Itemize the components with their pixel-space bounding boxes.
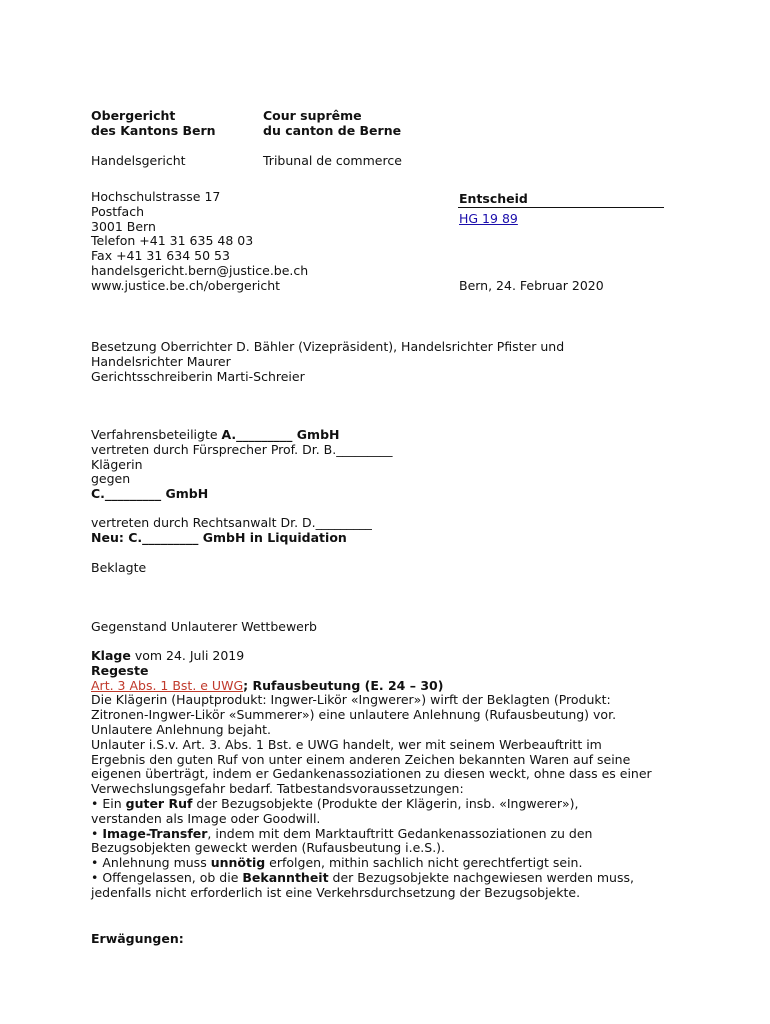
bullet-3-line-1: • Anlehnung muss unnötig erfolgen, mithin sachlich nicht gerechtfertigt sein. — [91, 855, 583, 871]
court-address — [91, 190, 391, 294]
decision-date: Bern, 24. Februar 2020 — [459, 278, 604, 293]
bullet-2-line-1: • Image-Transfer, indem mit dem Marktauftritt Gedankenassoziationen zu den — [91, 825, 593, 841]
address-postfach: Postfach — [91, 203, 145, 219]
division-fr: Tribunal de commerce — [263, 153, 402, 168]
defendant-section — [91, 516, 691, 546]
address-city: 3001 Bern — [91, 218, 156, 234]
regeste-topic: ; Rufausbeutung (E. 24 – 30) — [243, 677, 444, 693]
regeste-heading: Regeste — [91, 662, 149, 678]
besetzung-line-3: Gerichtsschreiberin Marti-Schreier — [91, 368, 305, 384]
parties-plaintiff-line — [91, 428, 691, 443]
bullet-1-line-2: verstanden als Image oder Goodwill. — [91, 810, 321, 826]
address-website: www.justice.be.ch/obergericht — [91, 277, 281, 293]
regeste-section — [91, 649, 711, 901]
defendant-name: C._________ GmbH — [91, 486, 209, 502]
address-email: handelsgericht.bern@justice.be.ch — [91, 262, 309, 278]
decision-number-link[interactable]: HG 19 89 — [459, 211, 518, 226]
klage-date: vom 24. Juli 2019 — [130, 648, 245, 663]
decision-title: Entscheid — [459, 191, 528, 206]
bullet-4-line-1: • Offengelassen, ob die Bekanntheit der Bezugsobjekte nachgewiesen werden muss, — [91, 869, 634, 885]
decision-title-rule — [458, 207, 664, 208]
plaintiff-role: Klägerin — [91, 456, 143, 472]
bullet-4-line-2: jedenfalls nicht erforderlich ist eine Verkehrsdurchsetzung der Bezugsobjekte. — [91, 884, 581, 900]
besetzung-line-1: Besetzung Oberrichter D. Bähler (Vizepräsident), Handelsrichter Pfister und — [91, 339, 565, 354]
regeste-p1-line-2: Zitronen-Ingwer-Likör «Summerer») eine unlautere Anlehnung (Rufausbeutung) vor. — [91, 707, 617, 723]
subject-line: Gegenstand Unlauterer Wettbewerb — [91, 619, 317, 634]
court-name-fr-2: du canton de Berne — [263, 123, 402, 138]
parties-section — [91, 428, 691, 502]
address-street: Hochschulstrasse 17 — [91, 189, 221, 204]
regeste-p2-line-4: Verwechslungsgefahr bedarf. Tatbestandsvoraussetzungen: — [91, 781, 464, 797]
regeste-p2-line-1: Unlauter i.S.v. Art. 3. Abs. 1 Bst. e UWG handelt, wer mit seinem Werbeauftritt im — [91, 736, 602, 752]
bullet-2-line-2: Bezugsobjekten geweckt werden (Rufausbeutung i.e.S.). — [91, 840, 446, 856]
besetzung-section — [91, 340, 691, 384]
bullet-1-line-1: • Ein guter Ruf der Bezugsobjekte (Produkte der Klägerin, insb. «Ingwerer»), — [91, 795, 579, 811]
regeste-topic-line — [91, 679, 711, 694]
erwaegungen-heading: Erwägungen: — [91, 931, 184, 946]
division-de: Handelsgericht — [91, 153, 186, 168]
klage-label: Klage — [91, 648, 131, 663]
address-phone: Telefon +41 31 635 48 03 — [91, 233, 254, 249]
regeste-p1-line-3: Unlautere Anlehnung bejaht. — [91, 721, 272, 737]
klage-line — [91, 649, 711, 664]
regeste-p2-line-2: Ergebnis den guten Ruf von unter einem anderen Zeichen bekannten Waren auf seine — [91, 751, 631, 767]
besetzung-line-2: Handelsrichter Maurer — [91, 353, 231, 369]
plaintiff-representative: vertreten durch Fürsprecher Prof. Dr. B._________ — [91, 441, 393, 457]
court-name-fr-1: Cour suprême — [263, 108, 362, 123]
defendant-representative: vertreten durch Rechtsanwalt Dr. D._________ — [91, 515, 372, 530]
versus: gegen — [91, 471, 131, 487]
regeste-p2-line-3: eigenen überträgt, indem er Gedankenassoziationen zu diesen weckt, ohne dass es einer — [91, 766, 652, 782]
court-name-de-2: des Kantons Bern — [91, 123, 216, 138]
court-name-de-1: Obergericht — [91, 108, 176, 123]
plaintiff-name: A._________ GmbH — [221, 427, 340, 442]
defendant-role: Beklagte — [91, 560, 147, 575]
parties-label: Verfahrensbeteiligte — [91, 427, 222, 442]
regeste-law-link[interactable]: Art. 3 Abs. 1 Bst. e UWG — [91, 677, 244, 693]
defendant-new-name: Neu: C._________ GmbH in Liquidation — [91, 529, 347, 545]
regeste-p1-line-1: Die Klägerin (Hauptprodukt: Ingwer-Likör «Ingwerer») wirft der Beklagten (Produkt: — [91, 692, 611, 708]
address-fax: Fax +41 31 634 50 53 — [91, 248, 230, 264]
